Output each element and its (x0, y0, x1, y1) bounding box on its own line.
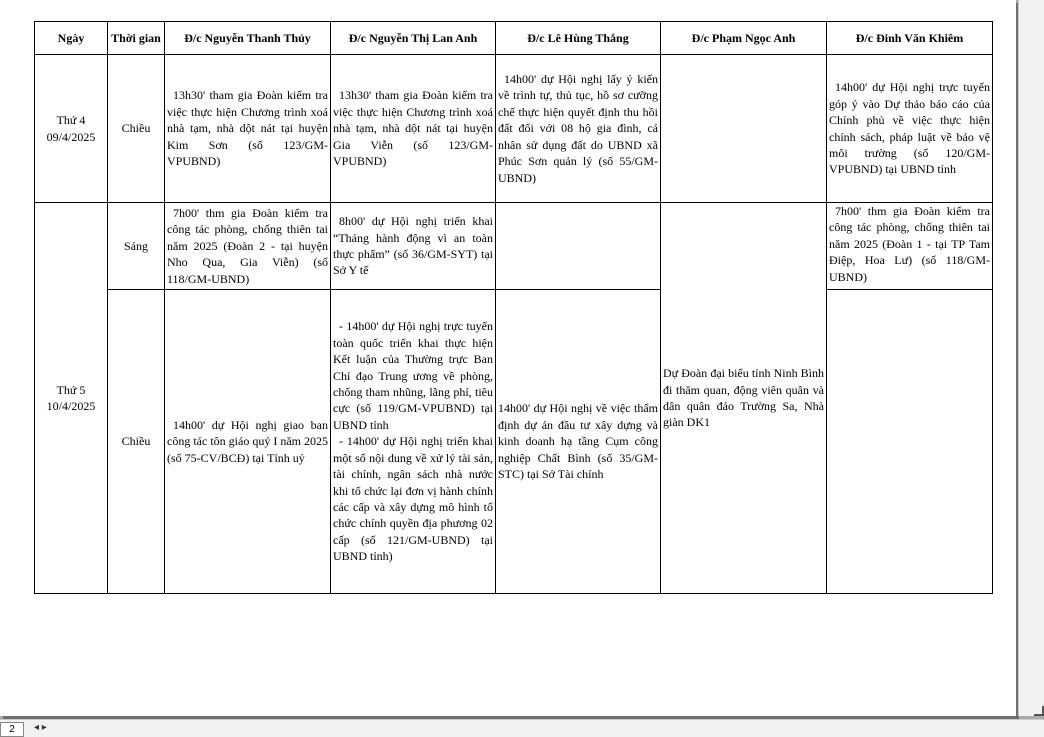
schedule-cell-thuy (165, 290, 331, 594)
table-row (35, 55, 993, 203)
schedule-entry: 13h30' tham gia Đoàn kiểm tra việc thực hiện Chương trình xoá nhà tạm, nhà dột nát tại huyện Gia Viễn (số 123/GM-VPUBND) (333, 88, 493, 169)
schedule-cell-lan-anh (331, 55, 496, 203)
schedule-entry: - 14h00' dự Hội nghị triển khai một số nội dung về xử lý tài sản, tài chính, ngân sách nhà nước khi tổ chức lại đơn vị hành chính các cấp và xây dựng mô hình tổ chức chính quyền địa phương 02 cấp (số 121/GM-UBND) tại UBND tỉnh) (333, 434, 493, 564)
schedule-cell-lan-anh (331, 290, 496, 594)
header-date: Ngày (35, 22, 108, 55)
schedule-cell-thang (496, 203, 661, 290)
date-cell (35, 203, 108, 594)
schedule-entry: 13h30' tham gia Đoàn kiểm tra việc thực hiện Chương trình xoá nhà tạm, nhà dột nát tại huyện Kim Sơn (số 123/GM-VPUBND) (167, 88, 328, 169)
date-value: 09/4/2025 (46, 129, 96, 144)
schedule-table (34, 21, 993, 594)
schedule-cell-khiem (827, 203, 993, 290)
schedule-entry: 8h00' dự Hội nghị triển khai “Tháng hành động vì an toàn thực phẩm” (số 36/GM-SYT) tại Sở Y tế (333, 214, 493, 278)
session-cell: Chiều (108, 55, 165, 203)
table-row (35, 203, 993, 290)
schedule-cell-ngoc-anh (661, 203, 827, 594)
header-lan-anh: Đ/c Nguyễn Thị Lan Anh (331, 22, 496, 55)
schedule-cell-khiem (827, 290, 993, 594)
date-weekday: Thứ 4 (56, 113, 86, 128)
session-cell: Sáng (108, 203, 165, 290)
schedule-entry: - 14h00' dự Hội nghị trực tuyến toàn quốc triển khai thực hiện Kết luận của Thường trực Ban Chỉ đạo Trung ương về phòng, chống tham nhũng, lãng phí, tiêu cực (số 119/GM-VPUBND) tại UBND tỉnh (333, 319, 493, 432)
header-time: Thời gian (108, 22, 165, 55)
date-cell (35, 55, 108, 203)
schedule-entry: 14h00' dự Hội nghị trực tuyến góp ý vào Dự thảo báo cáo của Chính phủ về việc thực hiện chính sách, pháp luật về bảo vệ môi trường (số 120/GM-VPUBND) tại UBND tỉnh (829, 80, 990, 177)
schedule-cell-thang (496, 290, 661, 594)
schedule-cell-lan-anh (331, 203, 496, 290)
schedule-entry: Dự Đoàn đại biểu tỉnh Ninh Bình đi thăm quan, động viên quân và dân quân đảo Trường Sa, Nhà giàn DK1 (663, 366, 824, 430)
page-number-field[interactable]: 2 (0, 722, 24, 737)
header-thang: Đ/c Lê Hùng Thắng (496, 22, 661, 55)
schedule-cell-thuy (165, 55, 331, 203)
status-bar (0, 719, 1044, 737)
schedule-entry: 7h00' thm gia Đoàn kiểm tra công tác phòng, chống thiên tai năm 2025 (Đoàn 2 - tại huyện Nho Qua, Gia Viễn) (số 118/GM-UBND) (167, 205, 328, 286)
schedule-entry: 14h00' dự Hội nghị về việc thẩm định dự án đầu tư xây dựng và kinh doanh hạ tầng Cụm công nghiệp Chất Bình (số 35/GM-STC) tại Sở Tài chính (498, 401, 658, 482)
schedule-cell-ngoc-anh (661, 55, 827, 203)
header-thuy: Đ/c Nguyễn Thanh Thủy (165, 22, 331, 55)
page-corner-mark (1034, 706, 1044, 716)
table-row (35, 290, 993, 594)
session-cell: Chiều (108, 290, 165, 594)
header-row (35, 22, 993, 55)
header-ngoc-anh: Đ/c Phạm Ngọc Anh (661, 22, 827, 55)
date-value: 10/4/2025 (46, 399, 96, 413)
schedule-cell-thuy (165, 203, 331, 290)
schedule-cell-thang (496, 55, 661, 203)
schedule-cell-khiem (827, 55, 993, 203)
vertical-scrollbar[interactable] (1018, 0, 1044, 716)
header-khiem: Đ/c Đinh Văn Khiêm (827, 22, 993, 55)
date-weekday: Thứ 5 (56, 382, 86, 397)
schedule-entry: 14h00' dự Hội nghị lấy ý kiến về trình tự, thủ tục, hồ sơ cưỡng chế thực hiện quyết định thu hồi đất đối với 08 hộ gia đình, cá nhân sử dụng đất do UBND xã Phúc Sơn quản lý (số 55/GM-UBND) (498, 72, 658, 185)
schedule-entry: 14h00' dự Hội nghị giao ban công tác tôn giáo quý I năm 2025 (số 75-CV/BCĐ) tại Tỉnh uỷ (167, 417, 328, 465)
page-nav-arrows[interactable]: ◂ ▸ (34, 722, 47, 733)
schedule-entry: 7h00' thm gia Đoàn kiểm tra công tác phòng, chống thiên tai năm 2025 (Đoàn 1 - tại TP Tam Điệp, Hoa Lư) (số 118/GM-UBND) (829, 204, 990, 284)
